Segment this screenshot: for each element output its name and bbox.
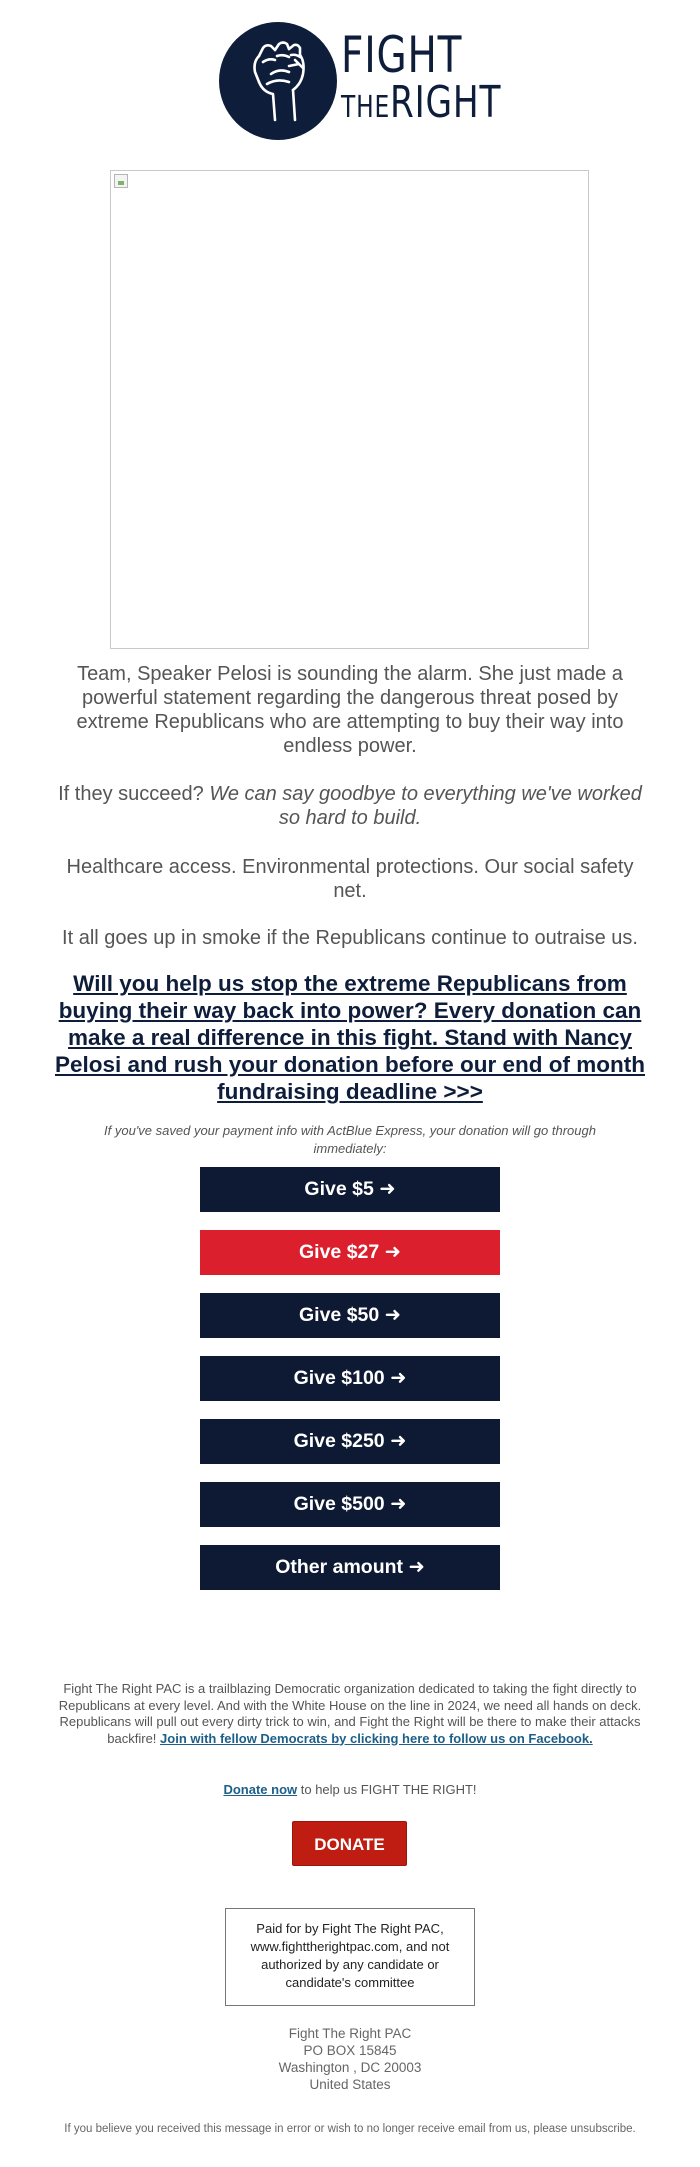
about-pac-paragraph <box>58 1681 642 1747</box>
donate-now-text: to help us FIGHT THE RIGHT! <box>297 1782 477 1797</box>
outraise-paragraph: It all goes up in smoke if the Republicans continue to outraise us. <box>62 927 638 949</box>
give-27-button[interactable]: Give $27 ➜ <box>200 1230 500 1275</box>
fist-emblem-icon <box>219 22 337 140</box>
intro-paragraph: Team, Speaker Pelosi is sounding the alarm. She just made a powerful statement regarding the dangerous threat posed by extreme Republicans who are attempting to buy their way into endless power. <box>76 663 624 757</box>
logo-line-fight: FIGHT <box>341 26 463 84</box>
give-500-button[interactable]: Give $500 ➜ <box>200 1482 500 1527</box>
issues-paragraph: Healthcare access. Environmental protections. Our social safety net. <box>66 856 634 902</box>
mailing-address <box>200 2025 500 2093</box>
fight-the-right-logo[interactable] <box>219 22 502 144</box>
give-5-button[interactable]: Give $5 ➜ <box>200 1167 500 1212</box>
logo-line-the-right <box>341 76 502 128</box>
unsubscribe-notice[interactable]: If you believe you received this message in error or wish to no longer receive email from us, please unsubscribe. <box>64 2123 636 2135</box>
about-pac-text: Fight The Right PAC is a trailblazing Democratic organization dedicated to taking the fight directly to Republicans at every level. And with the White House on the line in 2024, we need all hands on deck. Republicans will pull out every dirty trick to win, and Fight the Right will be there to make their attacks backfire! <box>58 1681 642 1746</box>
address-line: PO BOX 15845 <box>303 2043 397 2058</box>
succeed-paragraph <box>55 782 645 830</box>
donate-now-line <box>58 1782 642 1798</box>
succeed-italic: We can say goodbye to everything we've worked so hard to build. <box>209 783 642 829</box>
address-line: United States <box>309 2077 391 2092</box>
give-250-button[interactable]: Give $250 ➜ <box>200 1419 500 1464</box>
give-other-amount-button[interactable]: Other amount ➜ <box>200 1545 500 1590</box>
address-line: Washington , DC 20003 <box>278 2060 422 2075</box>
hero-image-placeholder[interactable] <box>110 170 589 649</box>
donation-cta-link[interactable]: Will you help us stop the extreme Republicans from buying their way back into power? Every donation can make a real difference in this fight. Stand with Nancy Pelosi and rush your donation before our end of month fundraising deadline >>> <box>55 971 646 1104</box>
give-100-button[interactable]: Give $100 ➜ <box>200 1356 500 1401</box>
broken-image-icon <box>114 174 128 188</box>
facebook-follow-link[interactable]: Join with fellow Democrats by clicking here to follow us on Facebook. <box>160 1730 593 1746</box>
actblue-express-note: If you've saved your payment info with ActBlue Express, your donation will go through immediately: <box>104 1123 596 1156</box>
donate-button[interactable]: DONATE <box>292 1821 407 1866</box>
give-50-button[interactable]: Give $50 ➜ <box>200 1293 500 1338</box>
logo-word-right: RIGHT <box>390 76 502 128</box>
paid-for-disclaimer: Paid for by Fight The Right PAC, www.fighttherightpac.com, and not authorized by any candidate or candidate's committee <box>225 1908 475 2006</box>
logo-wordmark <box>341 26 546 128</box>
succeed-question: If they succeed? <box>58 783 210 805</box>
logo-word-the: THE <box>341 89 391 125</box>
donate-now-link[interactable]: Donate now <box>223 1782 298 1797</box>
address-line: Fight The Right PAC <box>288 2026 412 2041</box>
